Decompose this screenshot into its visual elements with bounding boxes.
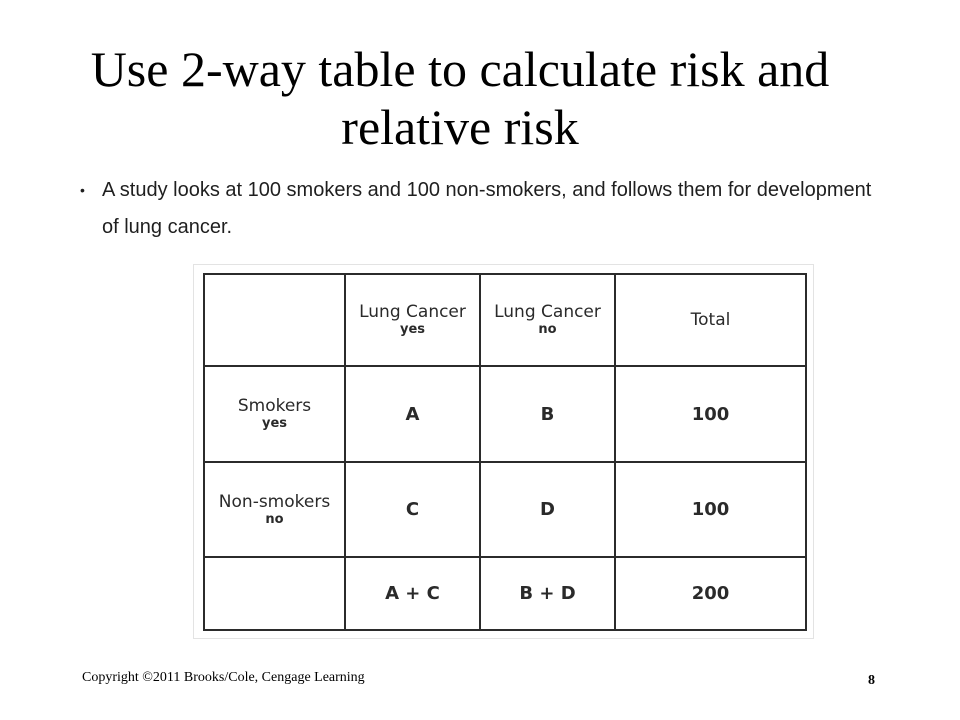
table-row-non-smokers <box>204 462 806 557</box>
header-cell-lung-cancer-yes <box>345 274 480 366</box>
copyright-text: Copyright ©2011 Brooks/Cole, Cengage Learning <box>82 670 365 685</box>
header-label: Lung Cancer <box>494 302 601 322</box>
bullet-point <box>80 172 880 246</box>
cell-b-plus-d: B + D <box>480 557 615 630</box>
cell-non-smokers-total: 100 <box>615 462 806 557</box>
cell-smokers-total: 100 <box>615 366 806 462</box>
table-row-totals <box>204 557 806 630</box>
row-label-cell-empty <box>204 557 345 630</box>
cell-b: B <box>480 366 615 462</box>
row-sublabel: no <box>265 511 284 527</box>
row-sublabel: yes <box>261 416 288 431</box>
row-label: Non-smokers <box>218 491 331 512</box>
two-way-table <box>203 273 807 631</box>
two-way-table-figure <box>193 264 814 639</box>
page-number: 8 <box>868 673 875 688</box>
row-label-cell <box>204 462 345 557</box>
cell-grand-total: 200 <box>615 557 806 630</box>
cell-a: A <box>345 366 480 462</box>
cell-a-plus-c: A + C <box>345 557 480 630</box>
slide-title-line-1: Use 2-way table to calculate risk and <box>90 41 830 97</box>
header-label: Total <box>690 310 731 330</box>
header-sublabel: yes <box>399 322 426 337</box>
table-row-smokers <box>204 366 806 462</box>
header-cell-empty <box>204 274 345 366</box>
table-header-row <box>204 274 806 366</box>
slide-title <box>0 40 920 156</box>
header-label: Lung Cancer <box>359 302 466 322</box>
header-cell-lung-cancer-no <box>480 274 615 366</box>
header-cell-total <box>615 274 806 366</box>
slide-title-line-2: relative risk <box>341 99 579 155</box>
header-sublabel: no <box>538 322 557 337</box>
bullet-icon: • <box>80 182 85 198</box>
cell-c: C <box>345 462 480 557</box>
cell-d: D <box>480 462 615 557</box>
bullet-text: A study looks at 100 smokers and 100 non-smokers, and follows them for development of lung cancer. <box>102 179 872 238</box>
row-label: Smokers <box>237 396 312 416</box>
row-label-cell <box>204 366 345 462</box>
